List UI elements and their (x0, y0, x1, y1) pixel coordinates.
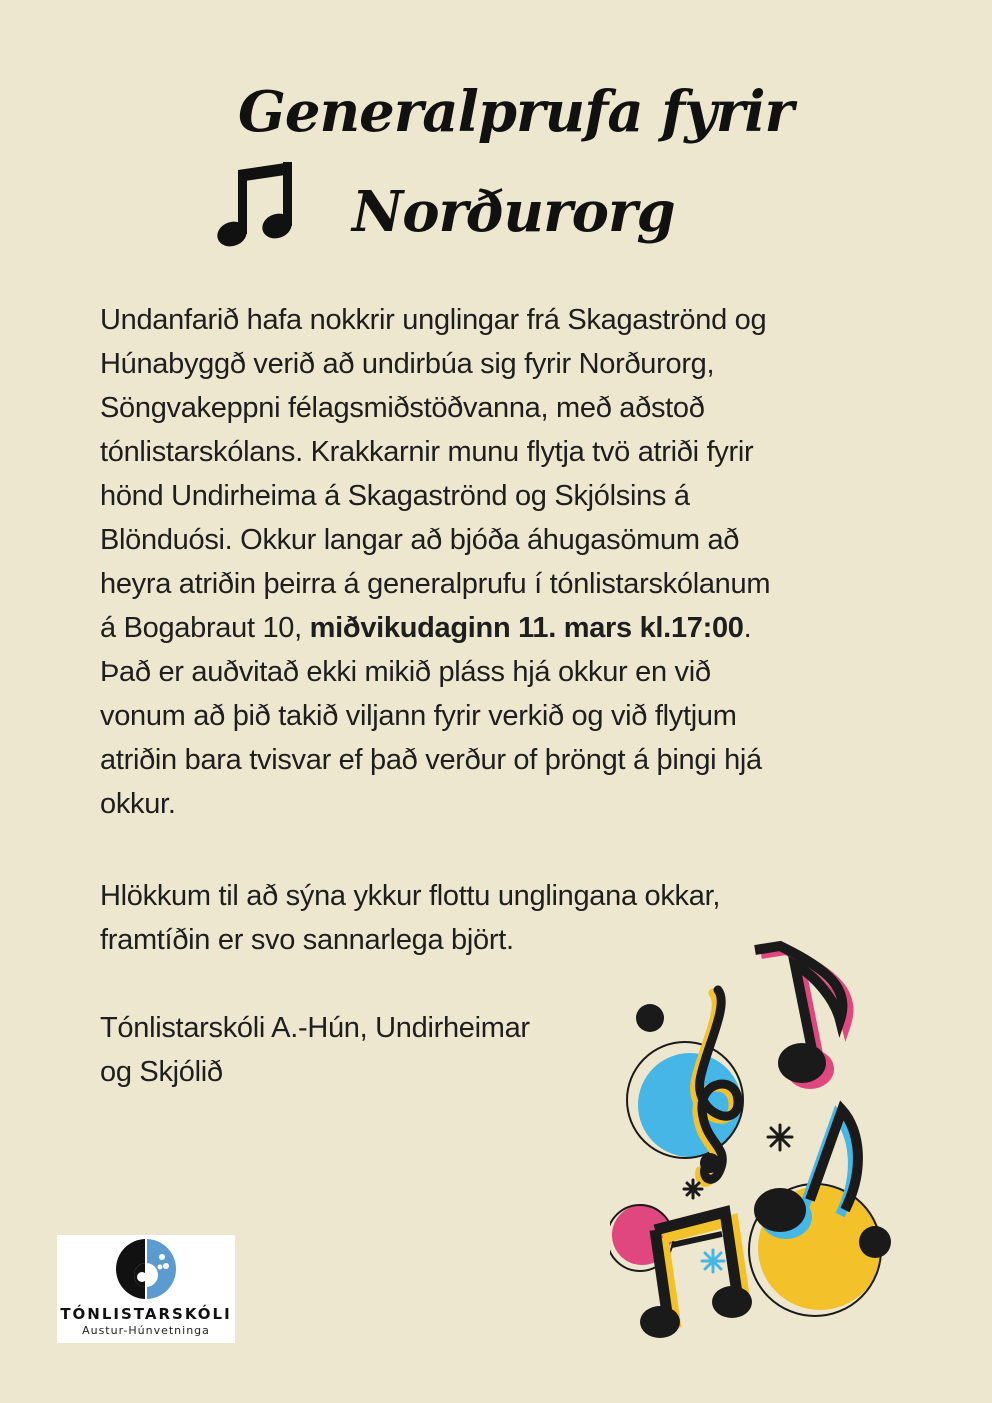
poster-title-line-1: Generalprufa fyrir (238, 79, 794, 145)
paragraph-line: okkur. (100, 788, 176, 820)
paragraph-line: atriðin bara tvisvar ef það verður of þröngt á þingi hjá (100, 744, 762, 776)
paragraph-line: heyra atriðin þeirra á generalprufu í tónlistarskólanum (100, 568, 771, 600)
school-logo-emblem-icon (112, 1237, 180, 1303)
paragraph-line: hönd Undirheima á Skagaströnd og Skjólsins á (100, 480, 690, 512)
event-date-time: miðvikudaginn 11. mars kl.17:00 (309, 612, 744, 644)
paragraph-line: Húnabyggð verið að undirbúa sig fyrir Norðurorg, (100, 348, 715, 380)
paragraph-line: vonum að þið takið viljann fyrir verkið og við flytjum (100, 700, 737, 732)
paragraph-line: tónlistarskólans. Krakkarnir munu flytja tvö atriði fyrir (100, 436, 754, 468)
signature-line: og Skjólið (100, 1056, 223, 1088)
paragraph-line: Hlökkum til að sýna ykkur flottu unglingana okkar, (100, 880, 721, 912)
poster-title-line-2: Norðurorg (352, 179, 675, 245)
colorful-music-notes-illustration (610, 930, 910, 1350)
paragraph-line: Það er auðvitað ekki mikið pláss hjá okkur en við (100, 656, 711, 688)
paragraph-line: Undanfarið hafa nokkrir unglingar frá Skagaströnd og (100, 304, 767, 336)
signature-line: Tónlistarskóli A.-Hún, Undirheimar (100, 1012, 530, 1044)
period: . (743, 612, 752, 644)
beamed-eighth-notes-icon (212, 160, 298, 250)
school-logo-name: TÓNLISTARSKÓLI (60, 1305, 232, 1323)
school-logo-subtitle: Austur-Húnvetninga (82, 1324, 210, 1337)
school-logo (57, 1235, 235, 1343)
paragraph-line: Blönduósi. Okkur langar að bjóða áhugasömum að (100, 524, 740, 556)
paragraph-line: framtíðin er svo sannarlega björt. (100, 924, 514, 956)
paragraph-line-with-date (100, 606, 900, 650)
paragraph-line: Söngvakeppni félagsmiðstöðvanna, með aðstoð (100, 392, 705, 424)
address-text: á Bogabraut 10, (100, 612, 310, 644)
announcement-paragraph (100, 298, 900, 826)
